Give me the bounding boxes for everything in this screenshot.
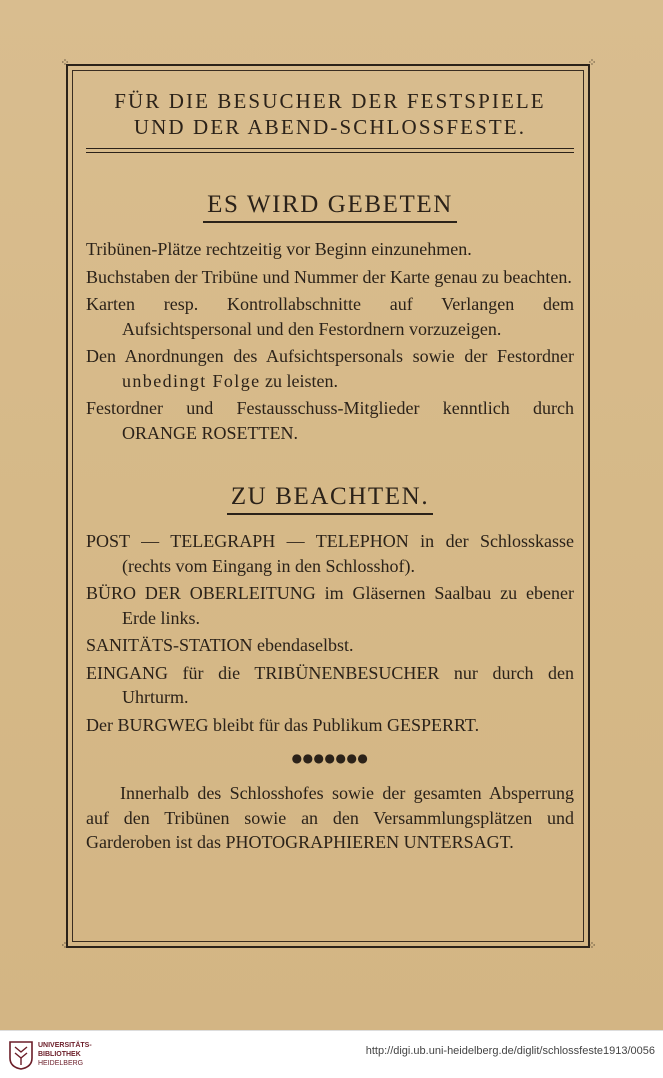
section2-list	[86, 529, 574, 737]
item-text: Den Anordnungen des Aufsichtspersonals sowie der Festordner	[86, 346, 574, 366]
source-url-link[interactable]: http://digi.ub.uni-heidelberg.de/diglit/schlossfeste1913/0056	[365, 1045, 655, 1057]
list-item: Buchstaben der Tribüne und Nummer der Karte genau zu beachten.	[86, 266, 572, 287]
library-seal-icon	[8, 1040, 34, 1070]
list-item: Festordner und Festausschuss-Mitglieder kenntlich durch ORANGE ROSETTEN.	[86, 398, 574, 443]
item-text: zu leisten.	[260, 370, 338, 391]
list-item: POST — TELEGRAPH — TELEPHON in der Schlosskasse (rechts vom Eingang in den Schlosshof).	[86, 531, 574, 576]
library-footer	[0, 1030, 663, 1078]
corner-ornament-icon	[587, 941, 597, 951]
section-title-zu-beachten: ZU BEACHTEN.	[86, 483, 574, 515]
library-name: UNIVERSITÄTS- BIBLIOTHEK HEIDELBERG	[38, 1042, 92, 1067]
section1-list	[86, 237, 574, 445]
dot-ornament-icon: ●●●●●●●	[291, 751, 369, 765]
notice-content	[86, 88, 574, 873]
list-item: Tribünen-Plätze rechtzeitig vor Beginn einzunehmen.	[86, 239, 472, 259]
photography-notice: Innerhalb des Schlosshofes sowie der gesamten Absperrung auf den Tribünen sowie an den Versammlungsplätzen und Garderoben ist das PHOTOGRAPHIEREN UNTERSAGT.	[86, 783, 574, 852]
list-item: SANITÄTS-STATION ebendaselbst.	[86, 635, 354, 655]
notice-heading-line1: FÜR DIE BESUCHER DER FESTSPIELE	[114, 89, 546, 113]
list-item: Der BURGWEG bleibt für das Publikum GESPERRT.	[86, 714, 480, 735]
notice-heading-line2: UND DER ABEND-SCHLOSSFESTE.	[133, 115, 527, 139]
corner-ornament-icon	[60, 941, 70, 951]
list-item	[86, 344, 574, 393]
heading-divider	[86, 148, 574, 153]
list-item: BÜRO DER OBERLEITUNG im Gläsernen Saalbau zu ebener Erde links.	[86, 583, 574, 628]
corner-ornament-icon	[60, 58, 70, 68]
list-item: Karten resp. Kontrollabschnitte auf Verlangen dem Aufsichtspersonal und den Festordnern vorzuzeigen.	[86, 294, 574, 339]
corner-ornament-icon	[587, 58, 597, 68]
section-title-es-wird-gebeten: ES WIRD GEBETEN	[86, 191, 574, 223]
list-item: EINGANG für die TRIBÜNENBESUCHER nur durch den Uhrturm.	[86, 662, 574, 707]
emphasis-text: unbedingt Folge	[122, 370, 261, 391]
